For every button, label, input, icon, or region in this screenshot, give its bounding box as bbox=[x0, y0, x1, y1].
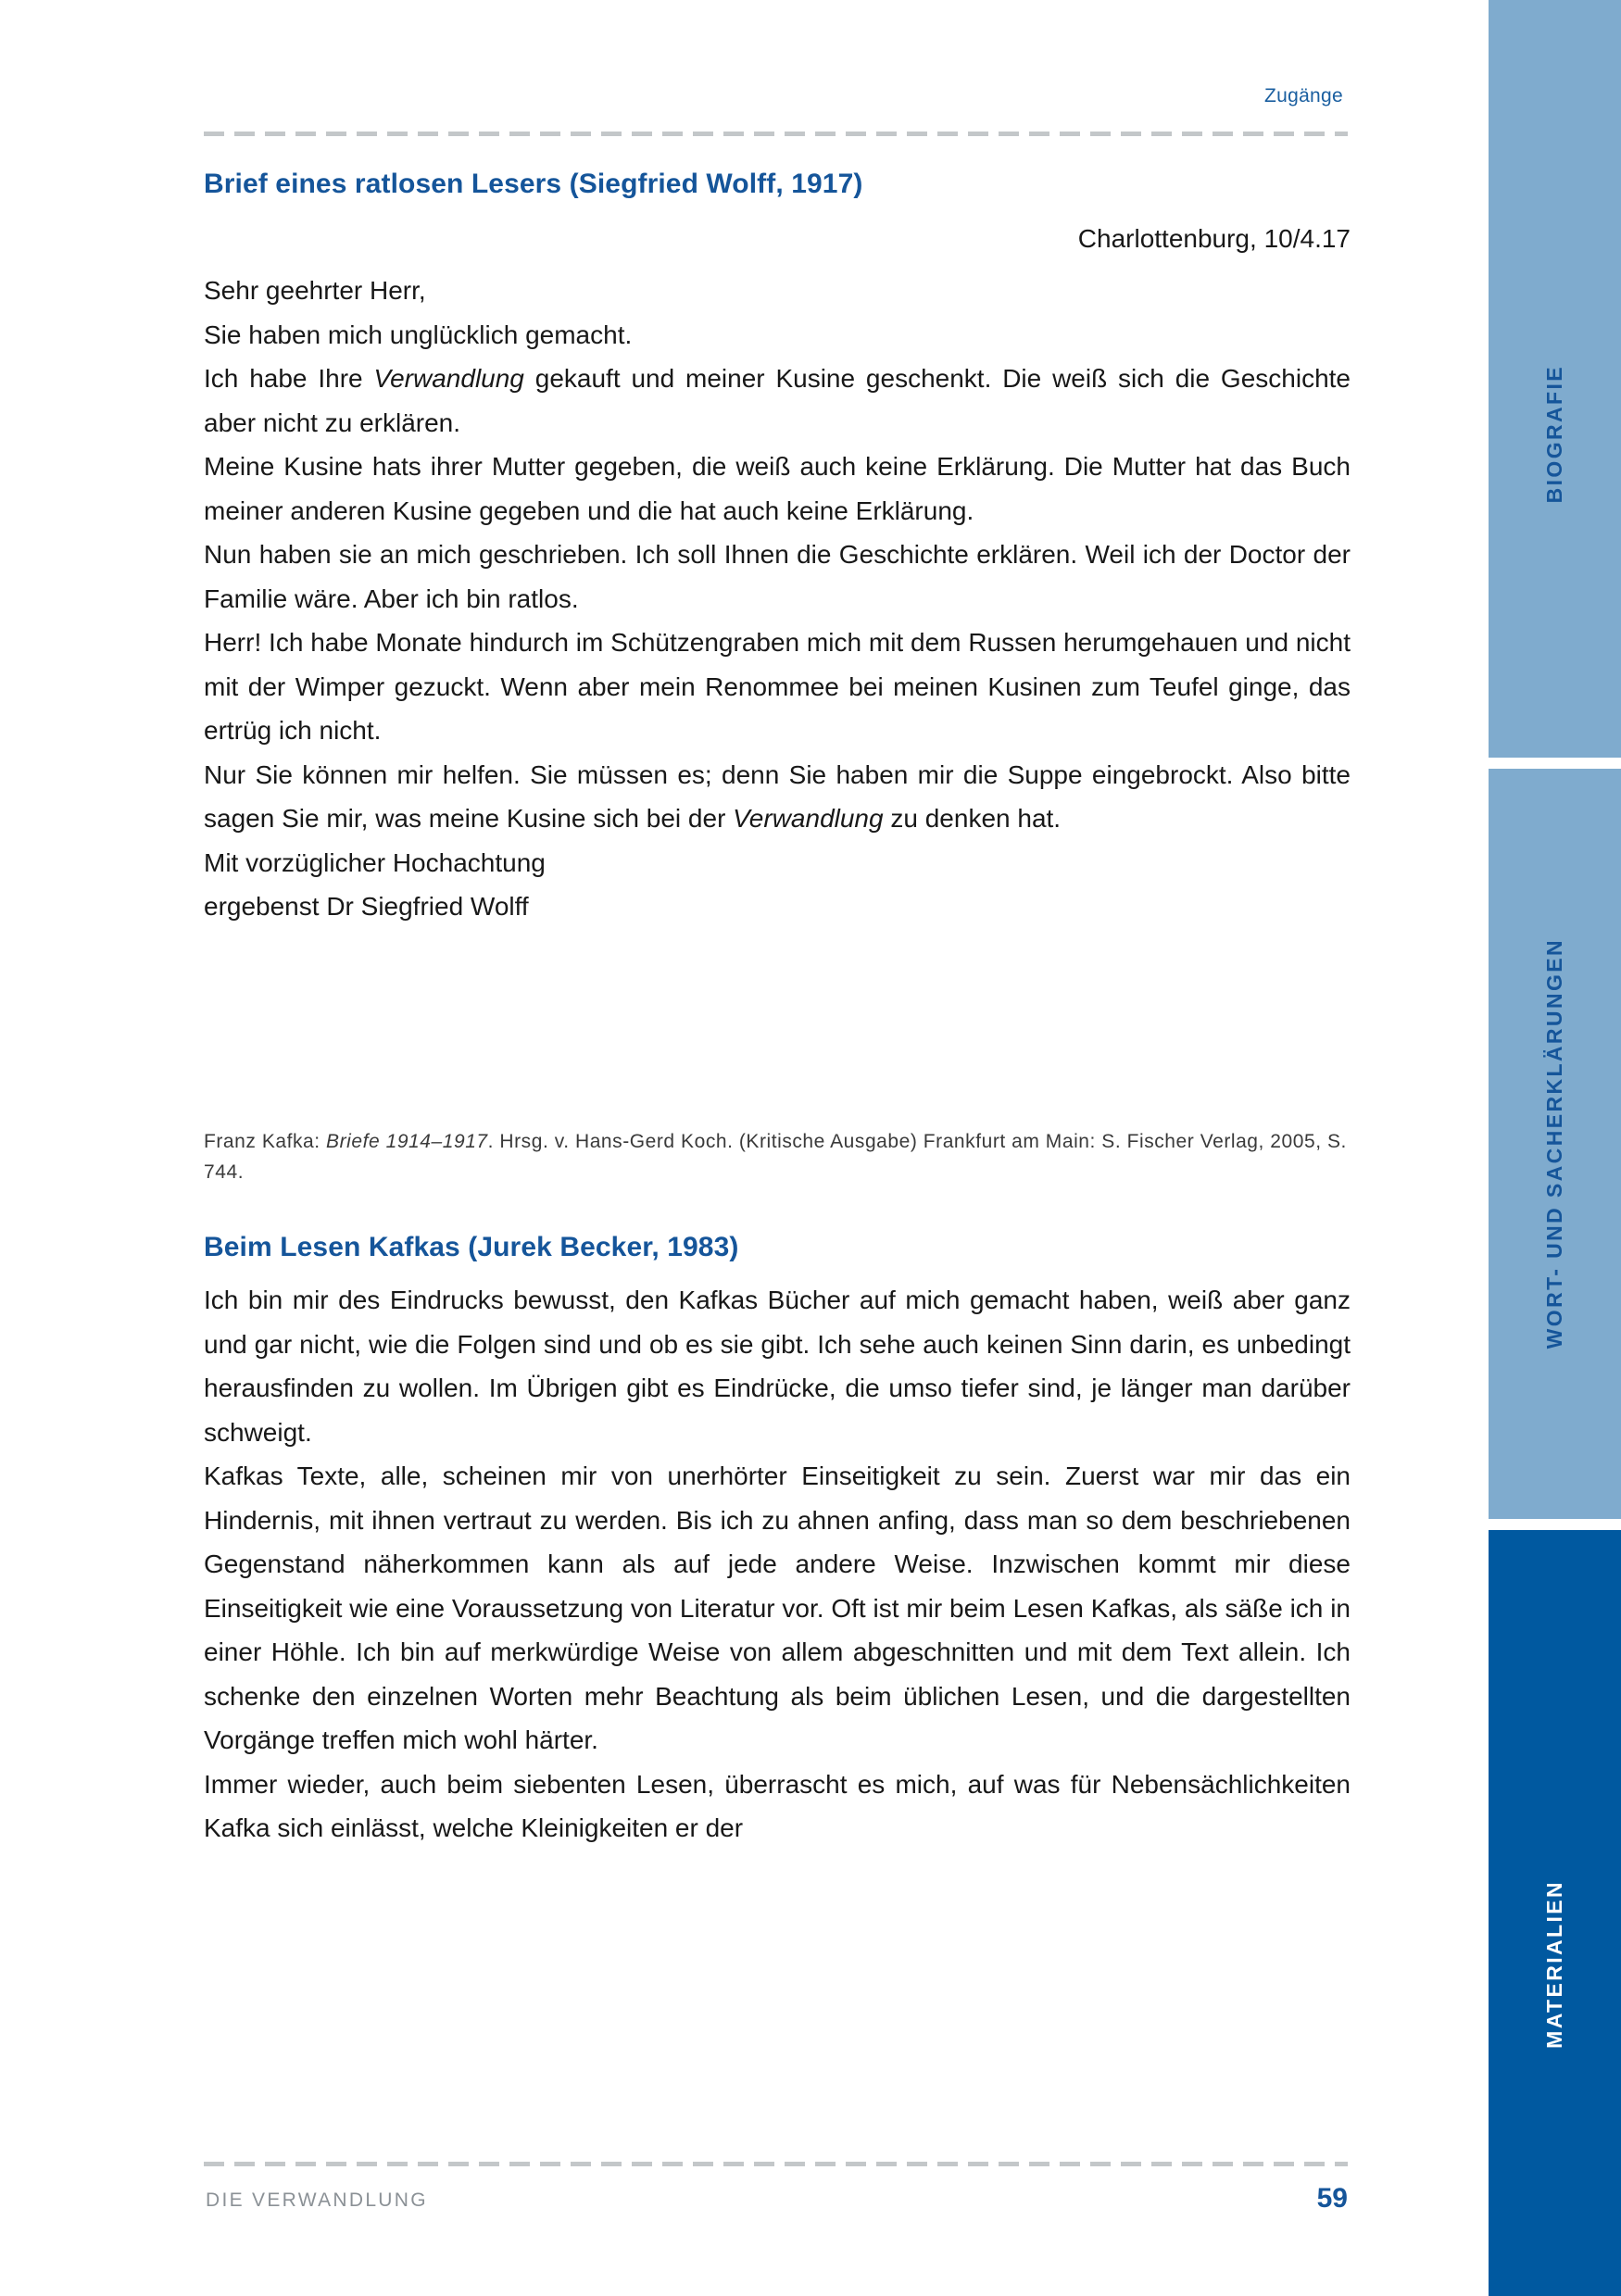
side-tab-biografie-label: BIOGRAFIE bbox=[1542, 365, 1566, 504]
side-tab-wort-und-sacherklaerungen-label: WORT- UND SACHERKLÄRUNGEN bbox=[1542, 938, 1566, 1349]
becker-paragraph: Immer wieder, auch beim siebenten Lesen, überrascht es mich, auf was für Nebensächlichkeiten Kafka sich einlässt, welche Kleinigkeiten er der bbox=[204, 1769, 1351, 1842]
letter-paragraph: Sehr geehrter Herr, bbox=[204, 276, 426, 305]
letter-paragraph: Mit vorzüglicher Hochachtung bbox=[204, 847, 546, 877]
side-tab-biografie[interactable] bbox=[1489, 0, 1621, 758]
becker-paragraph: Kafkas Texte, alle, scheinen mir von unerhörter Einseitigkeit zu sein. Zuerst war mir das ein Hindernis, mit ihnen vertraut zu werden. Bis ich zu ahnen anfing, dass man so dem beschriebenen Gegenstand näherkommen kann als auf jede andere Weise. Inzwischen kommt mir diese Einseitigkeit wie eine Voraussetzung von Literatur vor. Oft ist mir beim Lesen Kafkas, als säße ich in einer Höhle. Ich bin auf merkwürdige Weise von allem abgeschnitten und mit dem Text allein. Ich schenke den einzelnen Worten mehr Beachtung als beim üblichen Lesen, und die dargestellten Vorgänge treffen mich wohl härter. bbox=[204, 1462, 1351, 1754]
section-tab-rail bbox=[1489, 0, 1621, 2296]
letter-paragraph: Herr! Ich habe Monate hindurch im Schützengraben mich mit dem Russen herumgehauen und nicht mit der Wimper gezuckt. Wenn aber mein Renommee bei meinen Kusinen zum Teufel ginge, das ertrüg ich nicht. bbox=[204, 628, 1351, 745]
section-heading-becker: Beim Lesen Kafkas (Jurek Becker, 1983) bbox=[204, 1232, 739, 1262]
letter-source-citation: Franz Kafka: Briefe 1914–1917. Hrsg. v. Hans-Gerd Koch. (Kritische Ausgabe) Frankfurt am Main: S. Fischer Verlag, 2005, S. 744. bbox=[204, 1131, 1347, 1183]
section-heading-letter: Brief eines ratlosen Lesers (Siegfried Wolff, 1917) bbox=[204, 169, 863, 199]
running-head: Zugänge bbox=[1263, 85, 1343, 107]
side-tab-wort-und-sacherklaerungen[interactable] bbox=[1489, 769, 1621, 1519]
letter-paragraph: Nur Sie können mir helfen. Sie müssen es; denn Sie haben mir die Suppe eingebrockt. Also bitte sagen Sie mir, was meine Kusine sich bei der Verwandlung zu denken hat. bbox=[204, 759, 1351, 833]
letter-body bbox=[204, 269, 1351, 929]
letter-paragraph: Sie haben mich unglücklich gemacht. bbox=[204, 320, 633, 349]
becker-body bbox=[204, 1278, 1351, 1851]
footer-book-title: DIE VERWANDLUNG bbox=[206, 2189, 428, 2211]
letter-paragraph: Nun haben sie an mich geschrieben. Ich soll Ihnen die Geschichte erklären. Weil ich der Doctor der Familie wäre. Aber ich bin ratlos. bbox=[204, 540, 1351, 613]
letter-paragraph: Ich habe Ihre Verwandlung gekauft und meiner Kusine geschenkt. Die weiß sich die Geschichte aber nicht zu erklären. bbox=[204, 364, 1351, 437]
footer-divider bbox=[204, 2162, 1348, 2166]
letter-paragraph: ergebenst Dr Siegfried Wolff bbox=[204, 892, 529, 921]
becker-paragraph: Ich bin mir des Eindrucks bewusst, den Kafkas Bücher auf mich gemacht haben, weiß aber ganz und gar nicht, wie die Folgen sind und ob es sie gibt. Ich sehe auch keinen Sinn darin, es unbedingt herausfinden zu wollen. Im Übrigen gibt es Eindrücke, die umso tiefer sind, je länger man darüber schweigt. bbox=[204, 1286, 1351, 1447]
header-divider bbox=[204, 132, 1348, 136]
letter-dateline: Charlottenburg, 10/4.17 bbox=[1077, 224, 1351, 253]
footer-page-number: 59 bbox=[1316, 2183, 1348, 2214]
letter-paragraph: Meine Kusine hats ihrer Mutter gegeben, die weiß auch keine Erklärung. Die Mutter hat das Buch meiner anderen Kusine gegeben und die hat auch keine Erklärung. bbox=[204, 452, 1351, 525]
side-tab-materialien[interactable] bbox=[1489, 1530, 1621, 2296]
side-tab-materialien-label: MATERIALIEN bbox=[1542, 1879, 1566, 2049]
